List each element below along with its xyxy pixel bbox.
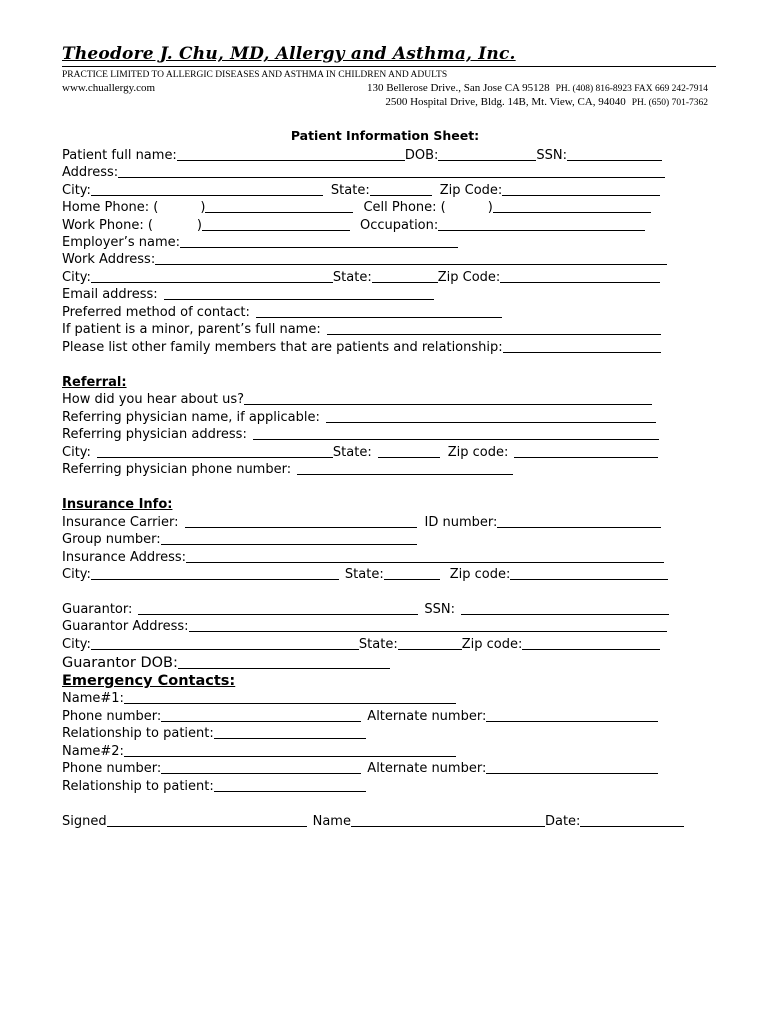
practice-subtitle: PRACTICE LIMITED TO ALLERGIC DISEASES AND ASTHMA IN CHILDREN AND ADULTS [62, 70, 448, 80]
row-employer [62, 233, 458, 250]
insurance-address-label: Insurance Address: [62, 550, 187, 565]
referral-heading: Referral: [62, 375, 127, 390]
row-email [62, 285, 434, 302]
signed-label: Signed [62, 814, 107, 829]
guarantor-field[interactable] [138, 601, 418, 615]
work-address-label: Work Address: [62, 252, 156, 267]
ssn-label: SSN: [536, 148, 567, 163]
ssn-field[interactable] [567, 147, 662, 161]
row-name-dob-ssn [62, 146, 662, 163]
rel1-label: Relationship to patient: [62, 726, 214, 741]
guarantor-ssn-label: SSN: [424, 602, 455, 617]
practice-website[interactable]: www.chuallergy.com [62, 82, 156, 94]
phone2-label: Phone number: [62, 761, 162, 776]
carrier-label: Insurance Carrier: [62, 515, 179, 530]
preferred-contact-field[interactable] [256, 304, 502, 318]
row-referral-city-state-zip [62, 443, 658, 460]
guarantor-label: Guarantor: [62, 602, 133, 617]
work-state-field[interactable] [372, 269, 438, 283]
row-group-number [62, 530, 417, 547]
row-name2 [62, 742, 456, 759]
row-rel2 [62, 777, 366, 794]
rel2-label: Relationship to patient: [62, 779, 214, 794]
home-phone-label: Home Phone: ( [62, 200, 159, 215]
row-home-cell-phone [62, 198, 651, 215]
sheet-title: Patient Information Sheet: [290, 128, 480, 143]
family-members-field[interactable] [503, 339, 661, 353]
city-label: City: [62, 183, 91, 198]
row-physician-phone [62, 460, 513, 477]
row-phone2-alt2 [62, 759, 658, 776]
referral-zip-label: Zip code: [447, 445, 509, 460]
work-address-field[interactable] [155, 251, 667, 265]
full-name-label: Patient full name: [62, 148, 177, 163]
insurance-zip-field[interactable] [510, 566, 668, 580]
insurance-city-field[interactable] [91, 566, 339, 580]
row-hear-about [62, 390, 652, 407]
hear-about-field[interactable] [244, 391, 652, 405]
group-number-field[interactable] [161, 531, 417, 545]
address-line-2 [385, 96, 708, 108]
physician-phone-label: Referring physician phone number: [62, 462, 292, 477]
row-guarantor-city-state-zip [62, 635, 660, 652]
row-city-state-zip [62, 181, 660, 198]
row-carrier-id [62, 513, 661, 530]
address-2: 2500 Hospital Drive, Bldg. 14B, Mt. View, CA, 94040 [385, 96, 626, 108]
id-number-label: ID number: [424, 515, 498, 530]
row-work-city-state-zip [62, 268, 660, 285]
guarantor-city-label: City: [62, 637, 91, 652]
sign-date-label: Date: [544, 814, 581, 829]
home-phone-paren: ) [200, 200, 206, 215]
dob-field[interactable] [438, 147, 536, 161]
alt1-field[interactable] [486, 708, 658, 722]
address-1: 130 Bellerose Drive., San Jose CA 95128 [366, 82, 550, 94]
referral-state-label: State: [332, 445, 372, 460]
insurance-address-field[interactable] [186, 549, 664, 563]
state-field[interactable] [370, 182, 432, 196]
name1-label: Name#1: [62, 691, 124, 706]
full-name-field[interactable] [177, 147, 405, 161]
guarantor-zip-field[interactable] [522, 636, 660, 650]
carrier-field[interactable] [185, 514, 417, 528]
alt2-label: Alternate number: [367, 761, 487, 776]
work-phone-label: Work Phone: ( [62, 218, 153, 233]
employer-label: Employer’s name: [62, 235, 181, 250]
header-divider [62, 66, 716, 67]
guarantor-address-field[interactable] [189, 618, 667, 632]
referral-city-label: City: [62, 445, 91, 460]
phone-2: PH. (650) 701-7362 [631, 98, 708, 108]
row-referral-heading [62, 373, 127, 390]
guarantor-zip-label: Zip code: [461, 637, 523, 652]
physician-address-label: Referring physician address: [62, 427, 247, 442]
row-insurance-heading [62, 495, 172, 512]
phone-1: PH. (408) 816-8923 FAX 669 242-7914 [555, 84, 708, 94]
email-field[interactable] [164, 286, 434, 300]
practice-title: Theodore J. Chu, MD, Allergy and Asthma, Inc. [62, 44, 516, 64]
employer-field[interactable] [180, 234, 458, 248]
address-line-1 [367, 82, 708, 94]
row-family-members [62, 338, 661, 355]
guarantor-state-field[interactable] [398, 636, 462, 650]
emergency-heading: Emergency Contacts: [62, 673, 236, 689]
insurance-state-field[interactable] [384, 566, 440, 580]
hear-about-label: How did you hear about us? [62, 392, 244, 407]
row-minor-parent [62, 320, 661, 337]
zip-label: Zip Code: [439, 183, 503, 198]
row-emergency-heading [62, 670, 235, 689]
address-label: Address: [62, 165, 119, 180]
cell-phone-field[interactable] [493, 199, 651, 213]
signature-field[interactable] [107, 813, 307, 827]
family-members-label: Please list other family members that are patients and relationship: [62, 340, 503, 355]
city-field[interactable] [91, 182, 323, 196]
dob-label: DOB: [404, 148, 439, 163]
guarantor-ssn-field[interactable] [461, 601, 669, 615]
work-city-field[interactable] [91, 269, 333, 283]
insurance-state-label: State: [344, 567, 384, 582]
guarantor-dob-field[interactable] [178, 655, 390, 669]
insurance-zip-label: Zip code: [449, 567, 511, 582]
row-rel1 [62, 724, 366, 741]
row-guarantor-address [62, 617, 667, 634]
minor-parent-label: If patient is a minor, parent’s full name: [62, 322, 321, 337]
alt2-field[interactable] [486, 760, 658, 774]
occupation-field[interactable] [438, 217, 645, 231]
row-signature [62, 812, 684, 829]
sign-name-label: Name [312, 814, 351, 829]
insurance-city-label: City: [62, 567, 91, 582]
minor-parent-field[interactable] [327, 321, 661, 335]
name2-label: Name#2: [62, 744, 124, 759]
physician-name-label: Referring physician name, if applicable: [62, 410, 320, 425]
zip-field[interactable] [502, 182, 660, 196]
phone1-label: Phone number: [62, 709, 162, 724]
rel1-field[interactable] [214, 725, 366, 739]
phone2-field[interactable] [161, 760, 361, 774]
work-state-label: State: [332, 270, 372, 285]
row-insurance-city-state-zip [62, 565, 668, 582]
insurance-heading: Insurance Info: [62, 497, 173, 512]
row-name1 [62, 689, 456, 706]
cell-phone-paren: ) [487, 200, 493, 215]
row-physician-address [62, 425, 659, 442]
referral-city-field[interactable] [97, 444, 333, 458]
email-label: Email address: [62, 287, 158, 302]
row-insurance-address [62, 548, 664, 565]
guarantor-address-label: Guarantor Address: [62, 619, 189, 634]
row-preferred-contact [62, 303, 502, 320]
id-number-field[interactable] [497, 514, 661, 528]
occupation-label: Occupation: [359, 218, 439, 233]
alt1-label: Alternate number: [367, 709, 487, 724]
sign-date-field[interactable] [580, 813, 684, 827]
row-guarantor-dob [62, 652, 390, 671]
work-city-label: City: [62, 270, 91, 285]
guarantor-state-label: State: [358, 637, 398, 652]
work-zip-field[interactable] [500, 269, 660, 283]
state-label: State: [330, 183, 370, 198]
row-work-address [62, 250, 667, 267]
guarantor-city-field[interactable] [91, 636, 359, 650]
address-field[interactable] [118, 164, 665, 178]
guarantor-dob-label: Guarantor DOB: [62, 655, 178, 671]
work-phone-paren: ) [196, 218, 202, 233]
row-phone1-alt1 [62, 707, 658, 724]
phone1-field[interactable] [161, 708, 361, 722]
row-guarantor-ssn [62, 600, 669, 617]
sign-name-field[interactable] [351, 813, 545, 827]
row-address [62, 163, 665, 180]
row-physician-name [62, 408, 656, 425]
home-phone-field[interactable] [205, 199, 353, 213]
physician-address-field[interactable] [253, 426, 659, 440]
row-work-phone-occupation [62, 216, 645, 233]
physician-phone-field[interactable] [297, 461, 513, 475]
referral-state-field[interactable] [378, 444, 440, 458]
group-number-label: Group number: [62, 532, 161, 547]
name2-field[interactable] [124, 743, 456, 757]
name1-field[interactable] [124, 690, 456, 704]
cell-phone-label: Cell Phone: ( [363, 200, 446, 215]
preferred-contact-label: Preferred method of contact: [62, 305, 250, 320]
rel2-field[interactable] [214, 778, 366, 792]
work-zip-label: Zip Code: [437, 270, 501, 285]
work-phone-field[interactable] [202, 217, 350, 231]
referral-zip-field[interactable] [514, 444, 658, 458]
physician-name-field[interactable] [326, 409, 656, 423]
